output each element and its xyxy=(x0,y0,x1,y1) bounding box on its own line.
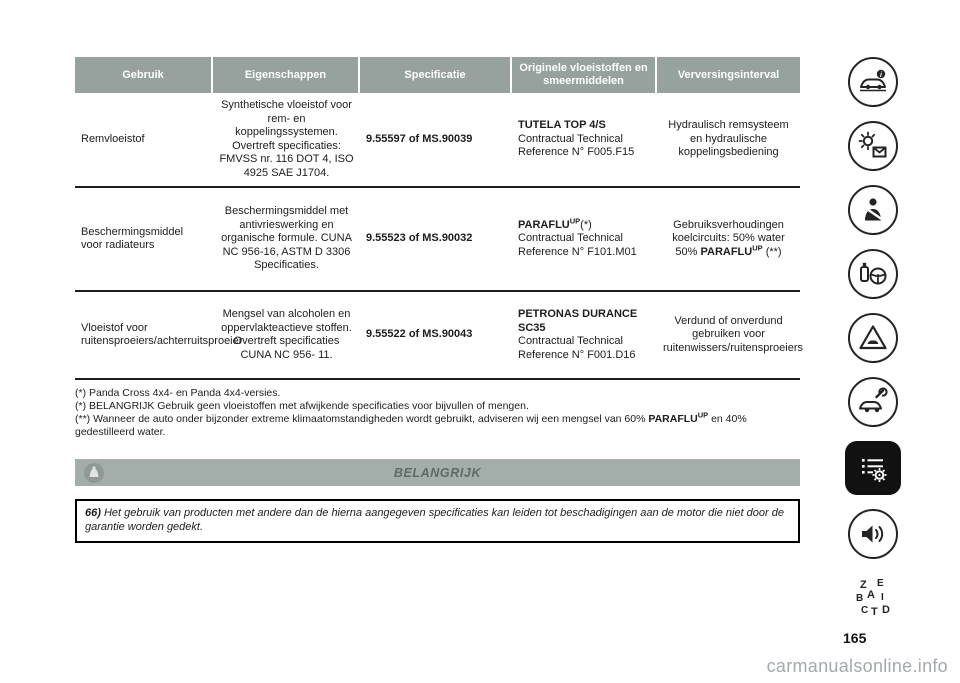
cell-specificatie: 9.55522 of MS.90043 xyxy=(366,328,473,341)
footnote-3-brand: PARAFLU xyxy=(648,413,698,425)
warning-ref: 66) xyxy=(85,507,101,519)
maintenance-wrench-icon[interactable] xyxy=(848,377,898,427)
svg-text:T: T xyxy=(871,606,878,618)
fluids-table xyxy=(75,57,803,380)
important-banner xyxy=(75,459,800,486)
product-reference: Contractual Technical Reference N° F001.D16 xyxy=(518,335,636,361)
product-superscript: UP xyxy=(569,216,581,226)
table-row xyxy=(75,93,800,188)
banner-label: BELANGRIJK xyxy=(393,465,482,480)
cell-specificatie: 9.55523 of MS.90032 xyxy=(366,232,473,245)
footnote-3 xyxy=(75,410,800,439)
svg-text:E: E xyxy=(877,578,884,589)
page-content xyxy=(75,57,803,543)
svg-text:I: I xyxy=(881,592,884,603)
cell-origineel-product xyxy=(512,113,657,166)
footnote-3-superscript: UP xyxy=(697,410,709,420)
column-header-specificatie: Specificatie xyxy=(360,57,512,93)
interval-brand: PARAFLU xyxy=(700,245,753,258)
cell-origineel-product xyxy=(512,302,657,368)
product-note: (*) xyxy=(580,218,592,231)
cell-interval xyxy=(657,113,800,166)
watermark: carmanualsonline.info xyxy=(766,656,948,676)
cell-interval xyxy=(657,309,803,362)
footnote-3-text: (**) Wanneer de auto onder bijzonder extreme klimaatomstandigheden wordt gebruikt, adviseren wij een mengsel van 60% xyxy=(75,413,649,425)
column-header-gebruik: Gebruik xyxy=(75,57,213,93)
chapter-icon-rail xyxy=(842,57,904,623)
page-number: 165 xyxy=(843,630,867,646)
dashboard-controls-icon[interactable] xyxy=(848,121,898,171)
svg-text:D: D xyxy=(882,604,890,616)
emergency-triangle-icon[interactable] xyxy=(848,313,898,363)
product-brand: PARAFLU xyxy=(518,218,570,231)
interval-superscript: UP xyxy=(752,243,763,253)
footnote-1: (*) Panda Cross 4x4- en Panda 4x4-versies. xyxy=(75,387,281,399)
cell-interval xyxy=(657,213,800,266)
product-brand: TUTELA TOP 4/S xyxy=(518,119,606,132)
svg-text:B: B xyxy=(856,593,864,604)
svg-text:C: C xyxy=(861,605,869,616)
footnote-3-text-end: en 40% gedestilleerd water. xyxy=(75,413,747,438)
footnote-2: (*) BELANGRIJK Gebruik geen vloeistoffen met afwijkende specificaties voor bijvullen of mengen. xyxy=(75,400,529,412)
cell-specificatie: 9.55597 of MS.90039 xyxy=(366,132,473,145)
product-brand: PETRONAS DURANCE SC35 xyxy=(518,308,638,334)
footnotes xyxy=(75,387,800,439)
cell-gebruik: Vloeistof voor ruitensproeiers/achterruitsproeier xyxy=(81,321,243,347)
column-header-originele-vloeistoffen: Originele vloeistoffen en smeermiddelen xyxy=(512,57,657,93)
svg-text:i: i xyxy=(880,71,882,79)
product-reference: Contractual Technical Reference N° F005.F15 xyxy=(518,132,635,159)
cell-origineel-product xyxy=(512,213,657,266)
alphabetical-index-icon[interactable] xyxy=(848,573,898,623)
starting-driving-icon[interactable] xyxy=(848,249,898,299)
cell-gebruik: Remvloeistof xyxy=(81,132,145,145)
interval-note: (**) xyxy=(762,245,782,258)
important-icon xyxy=(83,462,105,484)
table-row xyxy=(75,188,800,292)
warning-text: Het gebruik van producten met andere dan de hierna aangegeven specificaties kan leiden tot beschadigingen aan de motor die niet door de garantie worden gedekt. xyxy=(85,507,784,533)
warning-note-box xyxy=(75,499,800,543)
svg-text:A: A xyxy=(867,589,875,601)
table-row xyxy=(75,292,803,380)
technical-data-icon[interactable] xyxy=(845,441,901,495)
multimedia-speaker-icon[interactable] xyxy=(848,509,898,559)
interval-text: Hydraulisch remsysteem en hydraulische koppelingsbediening xyxy=(668,119,789,159)
column-header-verversingsinterval: Verversingsinterval xyxy=(657,57,800,93)
column-header-eigenschappen: Eigenschappen xyxy=(213,57,360,93)
svg-text:Z: Z xyxy=(860,579,867,591)
interval-text: Verdund of onverdund gebruiken voor ruitenwissers/ruitensproeiers xyxy=(663,314,803,354)
safety-seatbelt-icon[interactable] xyxy=(848,185,898,235)
cell-eigenschappen: Beschermingsmiddel met antivrieswerking en organische formule. CUNA NC 956-16, ASTM D 3306 Specificaties. xyxy=(221,205,352,272)
cell-eigenschappen: Mengsel van alcoholen en oppervlakteactieve stoffen. Overtreft specificaties CUNA NC 956- 11. xyxy=(221,308,352,361)
interval-text: Gebruiksverhoudingen koelcircuits: 50% water 50% xyxy=(672,218,785,258)
table-header-row xyxy=(75,57,800,93)
vehicle-overview-icon[interactable] xyxy=(848,57,898,107)
cell-gebruik: Beschermingsmiddel voor radiateurs xyxy=(81,225,184,251)
product-reference: Contractual Technical Reference N° F101.M01 xyxy=(518,232,637,258)
cell-eigenschappen: Synthetische vloeistof voor rem- en koppelingssystemen. Overtreft specificaties: FMVSS nr. 116 DOT 4, ISO 4925 SAE J1704. xyxy=(219,99,354,179)
